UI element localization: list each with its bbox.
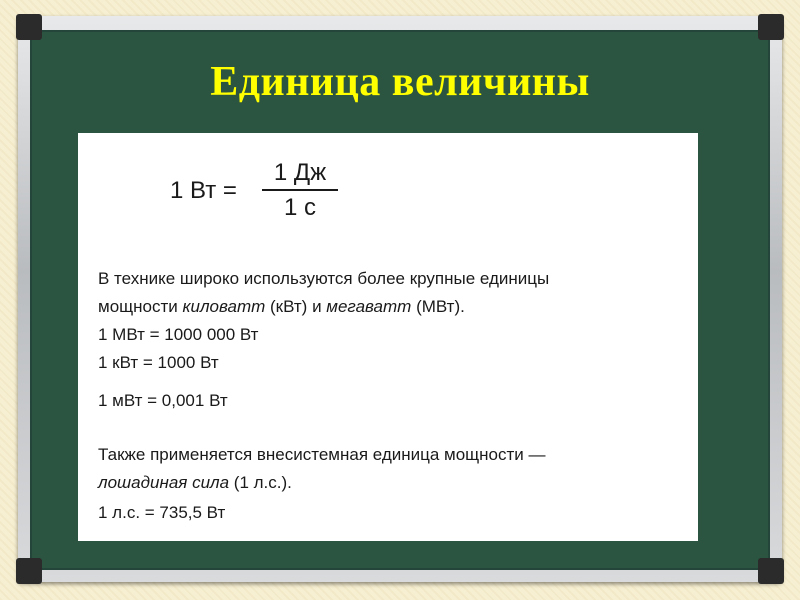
formula-fraction xyxy=(262,159,338,222)
term-megawatt: мегаватт xyxy=(326,297,412,316)
paragraph1-line2-suffix: (МВт). xyxy=(411,297,465,316)
content-panel xyxy=(78,133,698,541)
formula-lhs: 1 Вт = xyxy=(170,177,237,204)
equality-megawatt: 1 МВт = 1000 000 Вт xyxy=(98,325,259,344)
paragraph2-line2 xyxy=(98,473,292,493)
paragraph1-line2-mid: (кВт) и xyxy=(265,297,327,316)
slide-title: Единица величины xyxy=(210,59,590,105)
paragraph2-line1: Также применяется внесистемная единица мощности — xyxy=(98,445,546,464)
frame-corner-bottom-right xyxy=(758,558,784,584)
frame-corner-top-right xyxy=(758,14,784,40)
equality-milliwatt: 1 мВт = 0,001 Вт xyxy=(98,391,228,410)
paragraph1-line2-prefix: мощности xyxy=(98,297,183,316)
paragraph1-line2 xyxy=(98,297,465,317)
fraction-bar xyxy=(262,189,338,191)
formula-numerator: 1 Дж xyxy=(273,159,327,186)
equality-horsepower: 1 л.с. = 735,5 Вт xyxy=(98,503,226,522)
term-horsepower: лошадиная сила xyxy=(98,473,230,492)
paragraph2-line2-suffix: (1 л.с.). xyxy=(229,473,292,492)
paragraph1-line1: В технике широко используются более крупные единицы xyxy=(98,269,550,288)
frame-corner-top-left xyxy=(16,14,42,40)
formula-denominator: 1 с xyxy=(283,194,316,221)
equality-kilowatt: 1 кВт = 1000 Вт xyxy=(98,353,219,372)
term-kilowatt: киловатт xyxy=(182,297,266,316)
frame-corner-bottom-left xyxy=(16,558,42,584)
